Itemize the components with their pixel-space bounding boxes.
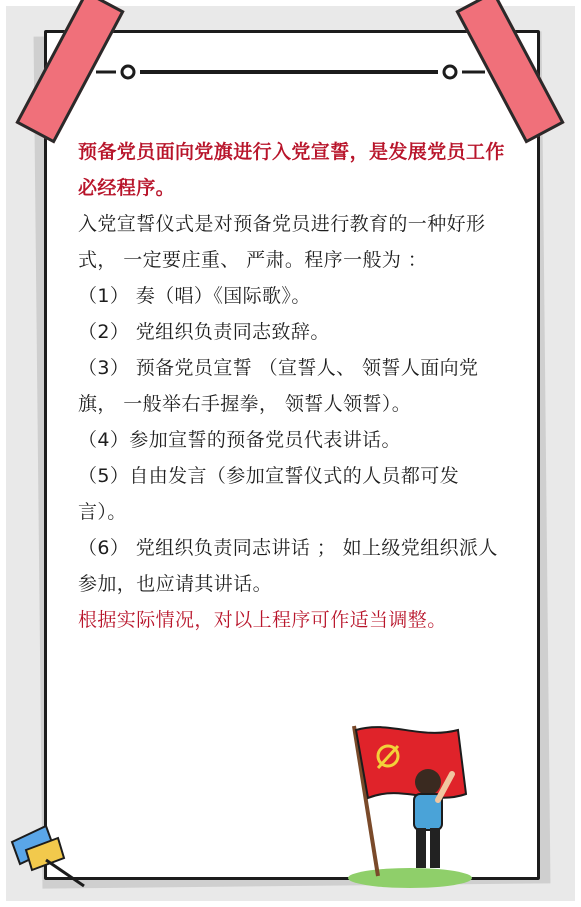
- pushpin-icon: [6, 814, 96, 894]
- card-note: 根据实际情况，对以上程序可作适当调整。: [78, 609, 447, 631]
- step-item: （2） 党组织负责同志致辞。: [78, 321, 330, 343]
- card-intro: 入党宣誓仪式是对预备党员进行教育的一种好形式， 一定要庄重、 严肃。程序一般为 ：: [78, 213, 486, 271]
- step-item: （6） 党组织负责同志讲话 ； 如上级党组织派人参加，也应请其讲话。: [78, 537, 498, 595]
- party-flag-icon: [356, 727, 466, 798]
- step-item: （3） 预备党员宣誓 （宣誓人、 领誓人面向党旗， 一般举右手握拳， 领誓人领誓）。: [78, 357, 479, 415]
- step-item: （5）自由发言（参加宣誓仪式的人员都可发言）。: [78, 465, 460, 523]
- person-holding-flag-icon: [340, 720, 480, 890]
- card-title: 预备党员面向党旗进行入党宣誓，是发展党员工作必经程序。: [78, 141, 505, 199]
- decorative-divider: [96, 64, 485, 80]
- step-item: （1） 奏（唱）《国际歌》。: [78, 285, 311, 307]
- card-content: [78, 134, 506, 638]
- step-item: （4）参加宣誓的预备党员代表讲话。: [78, 429, 401, 451]
